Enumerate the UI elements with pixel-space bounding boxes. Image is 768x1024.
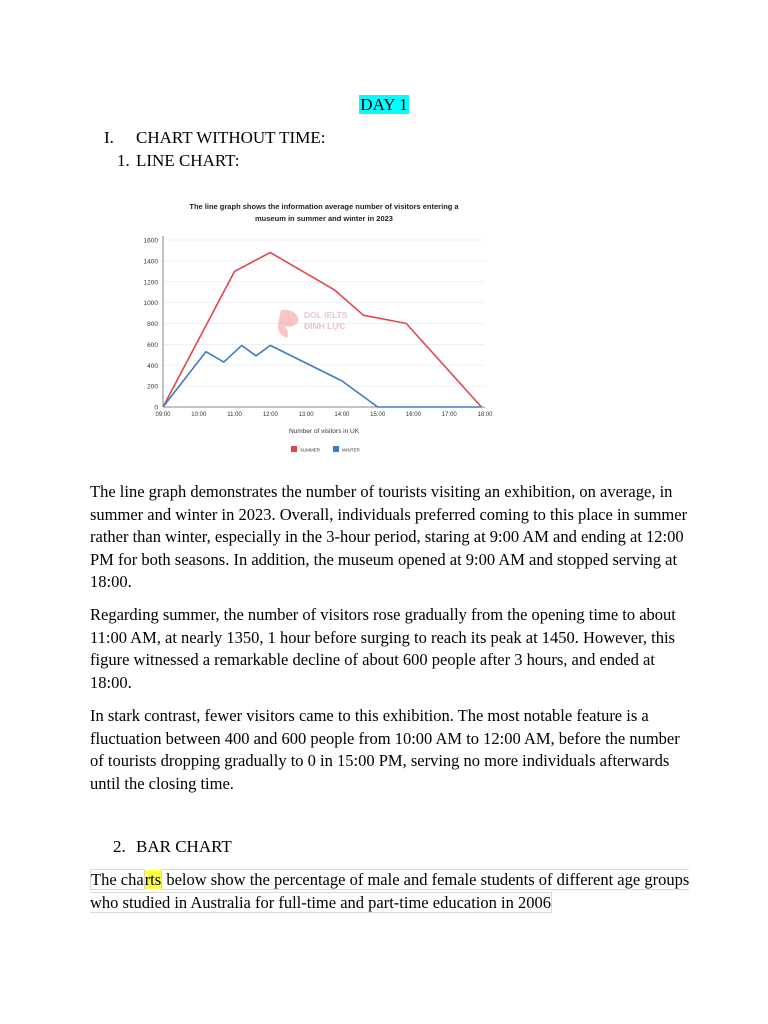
intro-part-1: The cha (91, 870, 144, 889)
section-numeral: I. (104, 128, 114, 147)
x-tick-label: 16:00 (405, 412, 421, 418)
x-tick-label: 14:00 (334, 412, 350, 418)
subheading-bar-chart (113, 836, 232, 858)
chart-title-line-1: The line graph shows the information average number of visitors entering a (189, 202, 459, 211)
x-tick-label: 12:00 (262, 412, 278, 418)
legend-label: SUMMER (300, 447, 320, 453)
subheading-line-chart (117, 150, 240, 172)
y-tick-label: 600 (147, 341, 158, 349)
x-tick-label: 17:00 (441, 412, 457, 418)
x-tick-label: 13:00 (298, 412, 314, 418)
paragraph-2: Regarding summer, the number of visitors rose gradually from the opening time to about 11:00 AM, at nearly 1350, 1 hour before surging to reach its peak at 1450. However, this figure witnessed a remarkable decline of about 600 people after 3 hours, and ended at 18:00. (90, 605, 676, 692)
y-tick-label: 1600 (143, 237, 158, 245)
y-tick-label: 0 (154, 404, 158, 412)
x-tick-label: 11:00 (227, 412, 242, 418)
x-tick-label: 09:00 (155, 412, 171, 418)
chart-title-line-2: museum in summer and winter in 2023 (255, 214, 393, 223)
intro-part-2: below show the percentage of male and female students of different age groups who studied in Australia for full-time and part-time education in 2006 (90, 870, 690, 912)
x-tick-label: 15:00 (370, 412, 386, 418)
x-tick-label: 10:00 (191, 412, 207, 418)
line-chart-image (118, 183, 533, 463)
intro-highlight: rts (144, 870, 162, 889)
watermark-text-line-1: DOL IELTS (304, 310, 348, 320)
legend-swatch (291, 446, 297, 452)
y-tick-label: 200 (147, 383, 158, 391)
section-title: CHART WITHOUT TIME: (136, 128, 326, 147)
line-chart (118, 183, 533, 463)
legend-label: WINTER (342, 447, 360, 453)
section-heading (104, 127, 326, 149)
x-tick-label: 18:00 (477, 412, 493, 418)
y-tick-label: 1400 (143, 258, 158, 266)
y-tick-label: 1000 (143, 300, 158, 308)
day-title (0, 94, 768, 116)
bar-chart-intro (90, 869, 690, 914)
day-title-text: DAY 1 (360, 95, 408, 114)
watermark-text-line-2: ĐÌNH LỰC (304, 321, 346, 331)
watermark-logo (278, 310, 299, 338)
subheading-number: 1. (117, 151, 130, 170)
subheading-number: 2. (113, 837, 126, 856)
legend-swatch (333, 446, 339, 452)
x-axis-label: Number of visitors in UK (288, 428, 360, 435)
y-tick-label: 1200 (143, 279, 158, 287)
y-tick-label: 400 (147, 362, 158, 370)
paragraph-1: The line graph demonstrates the number of tourists visiting an exhibition, on average, in summer and winter in 2023. Overall, individuals preferred coming to this place in summer rather than winter, especially in the 3-hour period, staring at 9:00 AM and ending at 12:00 PM for both seasons. In addition, the museum opened at 9:00 AM and stopped serving at 18:00. (90, 482, 688, 591)
subheading-title: LINE CHART: (136, 151, 240, 170)
paragraph-3: In stark contrast, fewer visitors came to this exhibition. The most notable feature is a fluctuation between 400 and 600 people from 10:00 AM to 12:00 AM, before the number of tourists dropping gradually to 0 in 15:00 PM, serving no more individuals afterwards until the closing time. (90, 706, 680, 793)
y-tick-label: 800 (147, 321, 158, 328)
subheading-title: BAR CHART (136, 837, 232, 856)
